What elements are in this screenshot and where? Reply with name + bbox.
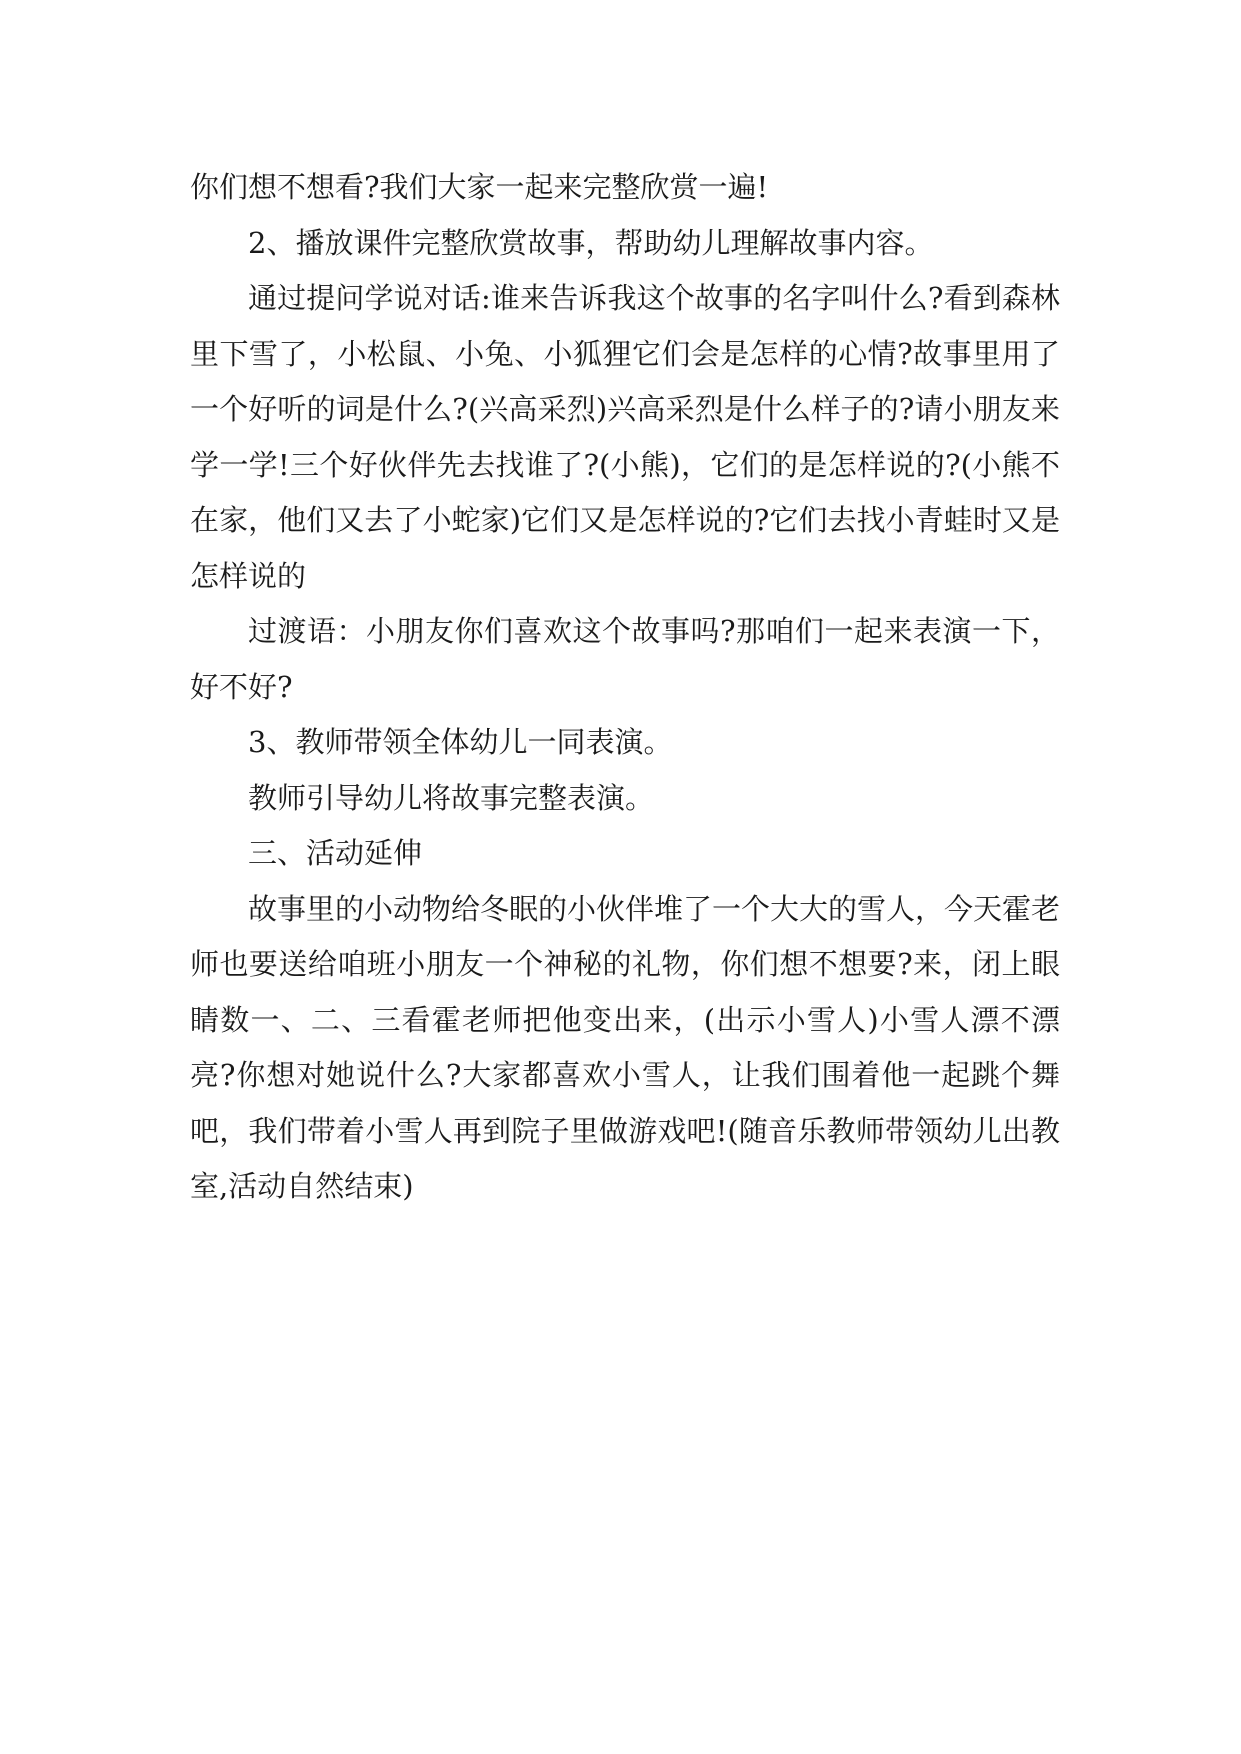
paragraph-extension: 故事里的小动物给冬眠的小伙伴堆了一个大大的雪人，今天霍老师也要送给咱班小朋友一个神秘的礼物，你们想不想要?来，闭上眼睛数一、二、三看霍老师把他变出来，(出示小雪人)小雪人漂不漂亮?你想对她说什么?大家都喜欢小雪人，让我们围着他一起跳个舞吧，我们带着小雪人再到院子里做游戏吧!(随音乐教师带领幼儿出教室,活动自然结束) <box>190 891 1061 1203</box>
paragraph-questions: 通过提问学说对话:谁来告诉我这个故事的名字叫什么?看到森林里下雪了，小松鼠、小兔、小狐狸它们会是怎样的心情?故事里用了一个好听的词是什么?(兴高采烈)兴高采烈是什么样子的?请小朋友来学一学!三个好伙伴先去找谁了?(小熊)，它们的是怎样说的?(小熊不在家，他们又去了小蛇家)它们又是怎样说的?它们去找小青蛙时又是怎样说的 <box>190 281 1060 593</box>
paragraph-transition: 过渡语：小朋友你们喜欢这个故事吗?那咱们一起来表演一下，好不好? <box>190 614 1060 704</box>
section-heading-extension: 三、活动延伸 <box>248 836 423 870</box>
paragraph-performance: 教师引导幼儿将故事完整表演。 <box>248 780 655 815</box>
paragraph-continuation: 你们想不想看?我们大家一起来完整欣赏一遍! <box>190 170 769 204</box>
paragraph-step-3: 3、教师带领全体幼儿一同表演。 <box>248 725 673 759</box>
paragraph-step-2: 2、播放课件完整欣赏故事，帮助幼儿理解故事内容。 <box>248 225 934 260</box>
document-body <box>190 160 1060 1215</box>
